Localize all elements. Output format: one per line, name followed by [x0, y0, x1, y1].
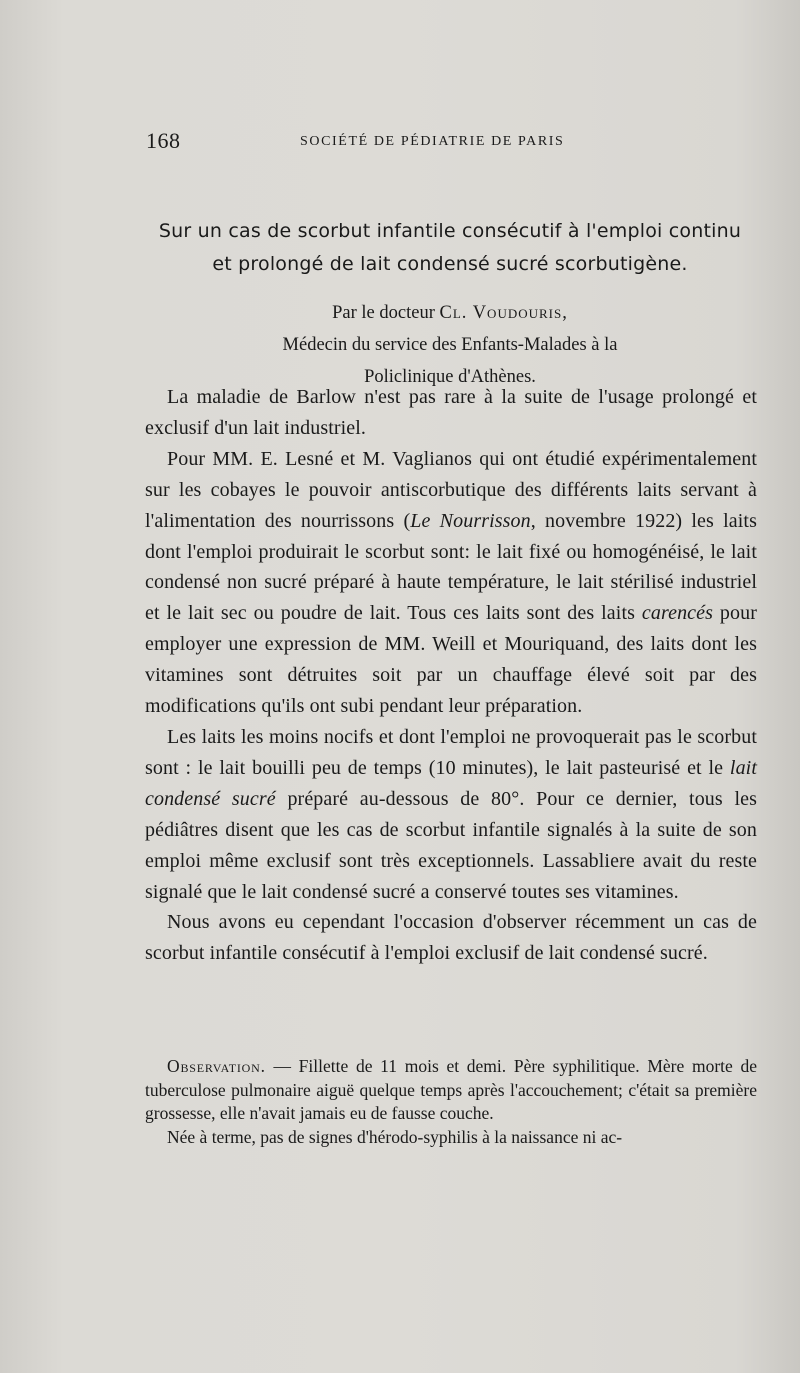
paragraph-2-text-b: , novembre 1922) les laits dont l'emploi produirait le scorbut sont: le lait fixé ou homogénéisé, le lait condensé non sucré préparé à haute température, le lait stérilisé industriel et le lait sec ou poudre de lait. Tous ces laits sont des laits [145, 509, 757, 625]
page-header [146, 128, 666, 158]
author-prefix: Par le docteur [332, 303, 440, 323]
paragraph-1: La maladie de Barlow n'est pas rare à la suite de l'usage prolongé et exclusif d'un lait industriel. [145, 386, 757, 439]
observation-section [145, 1055, 757, 1149]
emphasis-carences: carencés [641, 602, 714, 625]
article-body [145, 382, 757, 969]
article-title-line-1: Sur un cas de scorbut infantile consécutif à l'emploi continu [158, 220, 742, 242]
author-block [140, 297, 760, 393]
author-line [140, 297, 760, 329]
emphasis-lait-condense: lait condensé sucré [145, 756, 757, 810]
paragraph-3-text-b: préparé au-dessous de 80°. Pour ce dernier, tous les pédiâtres disent que les cas de scorbut infantile signalés à la suite de son emploi même exclusif sont très exceptionnels. Lassabliere avait du reste signalé que le lait condensé sucré a conservé toutes ses vitamines. [145, 787, 757, 903]
article-title-line-2: et prolongé de lait condensé sucré scorbutigène. [212, 253, 688, 275]
paragraph-3 [145, 722, 757, 907]
paragraph-4: Nous avons eu cependant l'occasion d'observer récemment un cas de scorbut infantile consécutif à l'emploi exclusif de lait condensé sucré. [145, 911, 757, 965]
observation-text: — Fillette de 11 mois et demi. Père syphilitique. Mère morte de tuberculose pulmonaire aiguë quelque temps après l'accouchement; c'était sa première grossesse, elle n'avait jamais eu de fausse couche. [145, 1056, 757, 1123]
affiliation-line-1: Médecin du service des Enfants-Malades à la [282, 335, 618, 355]
paragraph-2-text-a: Pour MM. E. Lesné et M. Vaglianos qui ont étudié expérimentalement sur les cobayes le pouvoir antiscorbutique des différents laits servant à l'alimentation des nourrissons ( [145, 447, 757, 532]
journal-title: Le Nourrisson [410, 509, 531, 532]
affiliation-line-2: Policlinique d'Athènes. [364, 367, 536, 387]
page-number: 168 [146, 128, 181, 153]
author-name: Cl. Voudouris, [439, 303, 568, 323]
paragraph-2-text-c: pour employer une expression de MM. Weill et Mouriquand, des laits dont les vitamines sont détruites soit par un chauffage élevé soit par des modifications qu'ils ont subi pendant leur préparation. [145, 602, 757, 718]
observation-paragraph-1 [145, 1055, 757, 1126]
observation-paragraph-2: Née à terme, pas de signes d'hérodo-syphilis à la naissance ni ac- [167, 1126, 623, 1147]
running-title: SOCIÉTÉ DE PÉDIATRIE DE PARIS [300, 134, 565, 149]
paragraph-3-text-a: Les laits les moins nocifs et dont l'emploi ne provoquerait pas le scorbut sont : le lait bouilli peu de temps (10 minutes), le lait pasteurisé et le [145, 725, 757, 779]
paragraph-2 [145, 444, 757, 722]
article-title [140, 215, 760, 281]
observation-label: Observation. [167, 1056, 266, 1076]
